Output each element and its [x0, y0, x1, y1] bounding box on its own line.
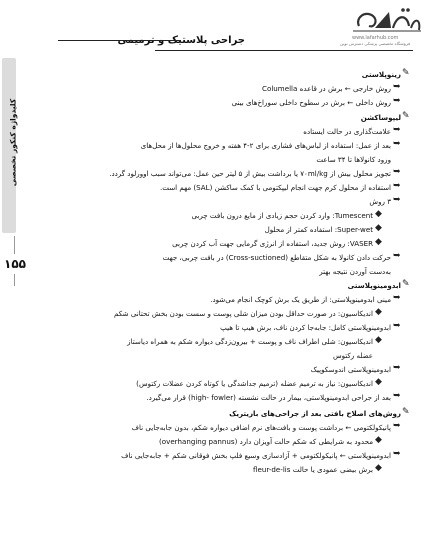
side-tab-label: کلیدواژه کنکور تخصصی [8, 98, 18, 187]
section-heading: ابدومینوپلاستی [347, 281, 401, 290]
publisher-logo-icon [345, 4, 425, 38]
list-item: ۳ روش [369, 197, 391, 206]
pen-icon: ✎ [402, 68, 410, 78]
publisher-logo [345, 4, 425, 56]
list-item: روش خارجی ← برش در قاعده Columella [262, 84, 391, 93]
sub-list-item-continued: عضله رکتوس [332, 351, 373, 360]
arrow-bullet-icon: ➥ [393, 96, 401, 106]
sub-list-item: Tumescent: وارد کردن حجم زیادی از مایع درون بافت چربی [191, 211, 373, 220]
arrow-bullet-icon: ➥ [393, 181, 401, 191]
arrow-bullet-icon: ➥ [393, 167, 401, 177]
page-number-rule-top [14, 236, 15, 254]
list-item: ابدومینوپلاستی ← پانیکولکتومی + آزادسازی وسیع فلپ بخش فوقانی شکم + جابه‌جایی ناف [121, 451, 391, 460]
publisher-website[interactable]: www.lafarhub.com [352, 35, 399, 41]
diamond-bullet-icon: ◆ [375, 435, 382, 445]
header-rule [58, 40, 180, 41]
diamond-bullet-icon: ◆ [375, 209, 382, 219]
arrow-bullet-icon: ➥ [393, 82, 401, 92]
diamond-bullet-icon: ◆ [375, 463, 382, 473]
pen-icon: ✎ [402, 407, 410, 417]
arrow-bullet-icon: ➥ [393, 391, 401, 401]
list-item: ابدومینوپلاستی کامل: جابه‌جا کردن ناف، برش هیپ تا هیپ [220, 323, 391, 332]
publisher-subtitle: فروشگاه تخصصی پزشکی دسترس نوین [340, 41, 411, 46]
list-item-continued: به‌دست آوردن نتیجه بهتر [319, 267, 391, 276]
arrow-bullet-icon: ➥ [393, 363, 401, 373]
page-number: ۱۵۵ [4, 257, 26, 271]
arrow-bullet-icon: ➥ [393, 449, 401, 459]
diamond-bullet-icon: ◆ [375, 377, 382, 387]
chapter-title: جراحی پلاستیک و ترمیمی [117, 35, 245, 46]
sub-list-item: Super-wet: استفاده کمتر از محلول [264, 225, 373, 234]
arrow-bullet-icon: ➥ [393, 195, 401, 205]
list-item: حرکت دادن کانولا به شکل متقاطع (Cross-suctioned) در بافت چربی، جهت [162, 253, 391, 262]
sub-list-item: VASER: روش جدید، استفاده از انرژی گرمایی جهت آب کردن چربی [172, 239, 373, 248]
sub-list-item: محدود به شرایطی که شکم حالت آویزان دارد (overhanging pannus) [159, 437, 373, 446]
list-item-continued: ورود کانولاها تا ۳۴ ساعت [316, 155, 391, 164]
arrow-bullet-icon: ➥ [393, 293, 401, 303]
arrow-bullet-icon: ➥ [393, 421, 401, 431]
sub-list-item: اندیکاسیون: در صورت حداقل بودن میزان شلی پوست و سست بودن بخش تحتانی شکم [114, 309, 373, 318]
pen-icon: ✎ [402, 279, 410, 289]
list-item: بعد از جراحی ابدومینوپلاستی، بیمار در حالت نشسته (high- fowler) قرار می‌گیرد. [146, 393, 391, 402]
list-item: ابدومینوپلاستی اندوسکوپیک [310, 365, 391, 374]
diamond-bullet-icon: ◆ [375, 223, 382, 233]
diamond-bullet-icon: ◆ [375, 335, 382, 345]
diamond-bullet-icon: ◆ [375, 307, 382, 317]
list-item: پانیکولکتومی ← برداشت پوست و بافت‌های نرم اضافی دیواره شکم، بدون جابه‌جایی ناف [131, 423, 391, 432]
diamond-bullet-icon: ◆ [375, 237, 382, 247]
list-item: روش داخلی ← برش در سطوح داخلی سوراخ‌های بینی [231, 98, 391, 107]
list-item: تجویز محلول بیش از ۷۰ml/kg یا برداشت بیش از ۵ لیتر حین عمل: می‌تواند سبب اوورلود گردد. [109, 169, 391, 178]
sub-list-item: اندیکاسیون: نیاز به ترمیم عضله (ترمیم جداشدگی یا کوتاه کردن عضلات رکتوس) [136, 379, 373, 388]
arrow-bullet-icon: ➥ [393, 251, 401, 261]
sub-list-item: برش بیضی عمودی یا حالت fleur-de-lis [253, 465, 373, 474]
list-item: استفاده از محلول کرم جهت انجام لیپکتومی با کمک ساکشن (SAL) مهم است. [159, 183, 391, 192]
pen-icon: ✎ [402, 111, 410, 121]
section-heading: روش‌های اصلاح بافتی بعد از جراحی‌های باریتریک [229, 409, 401, 418]
arrow-bullet-icon: ➥ [393, 321, 401, 331]
list-item: علامت‌گذاری در حالت ایستاده [303, 127, 391, 136]
page-number-rule-bottom [14, 274, 15, 286]
list-item: مینی ابدومینوپلاستی: از طریق یک برش کوچک انجام می‌شود. [210, 295, 391, 304]
arrow-bullet-icon: ➥ [393, 139, 401, 149]
section-heading: رینوپلاستی [361, 70, 401, 79]
section-heading: لیپوساکشن [360, 113, 401, 122]
arrow-bullet-icon: ➥ [393, 125, 401, 135]
list-item: بعد از عمل: استفاده از لباس‌های فشاری برای ۲-۴ هفته و خروج محلول‌ها از محل‌های [140, 141, 391, 150]
sub-list-item: اندیکاسیون: شلی اطراف ناف و پوست + بیرون‌زدگی دیواره شکم به همراه دیاستاز [127, 337, 373, 346]
